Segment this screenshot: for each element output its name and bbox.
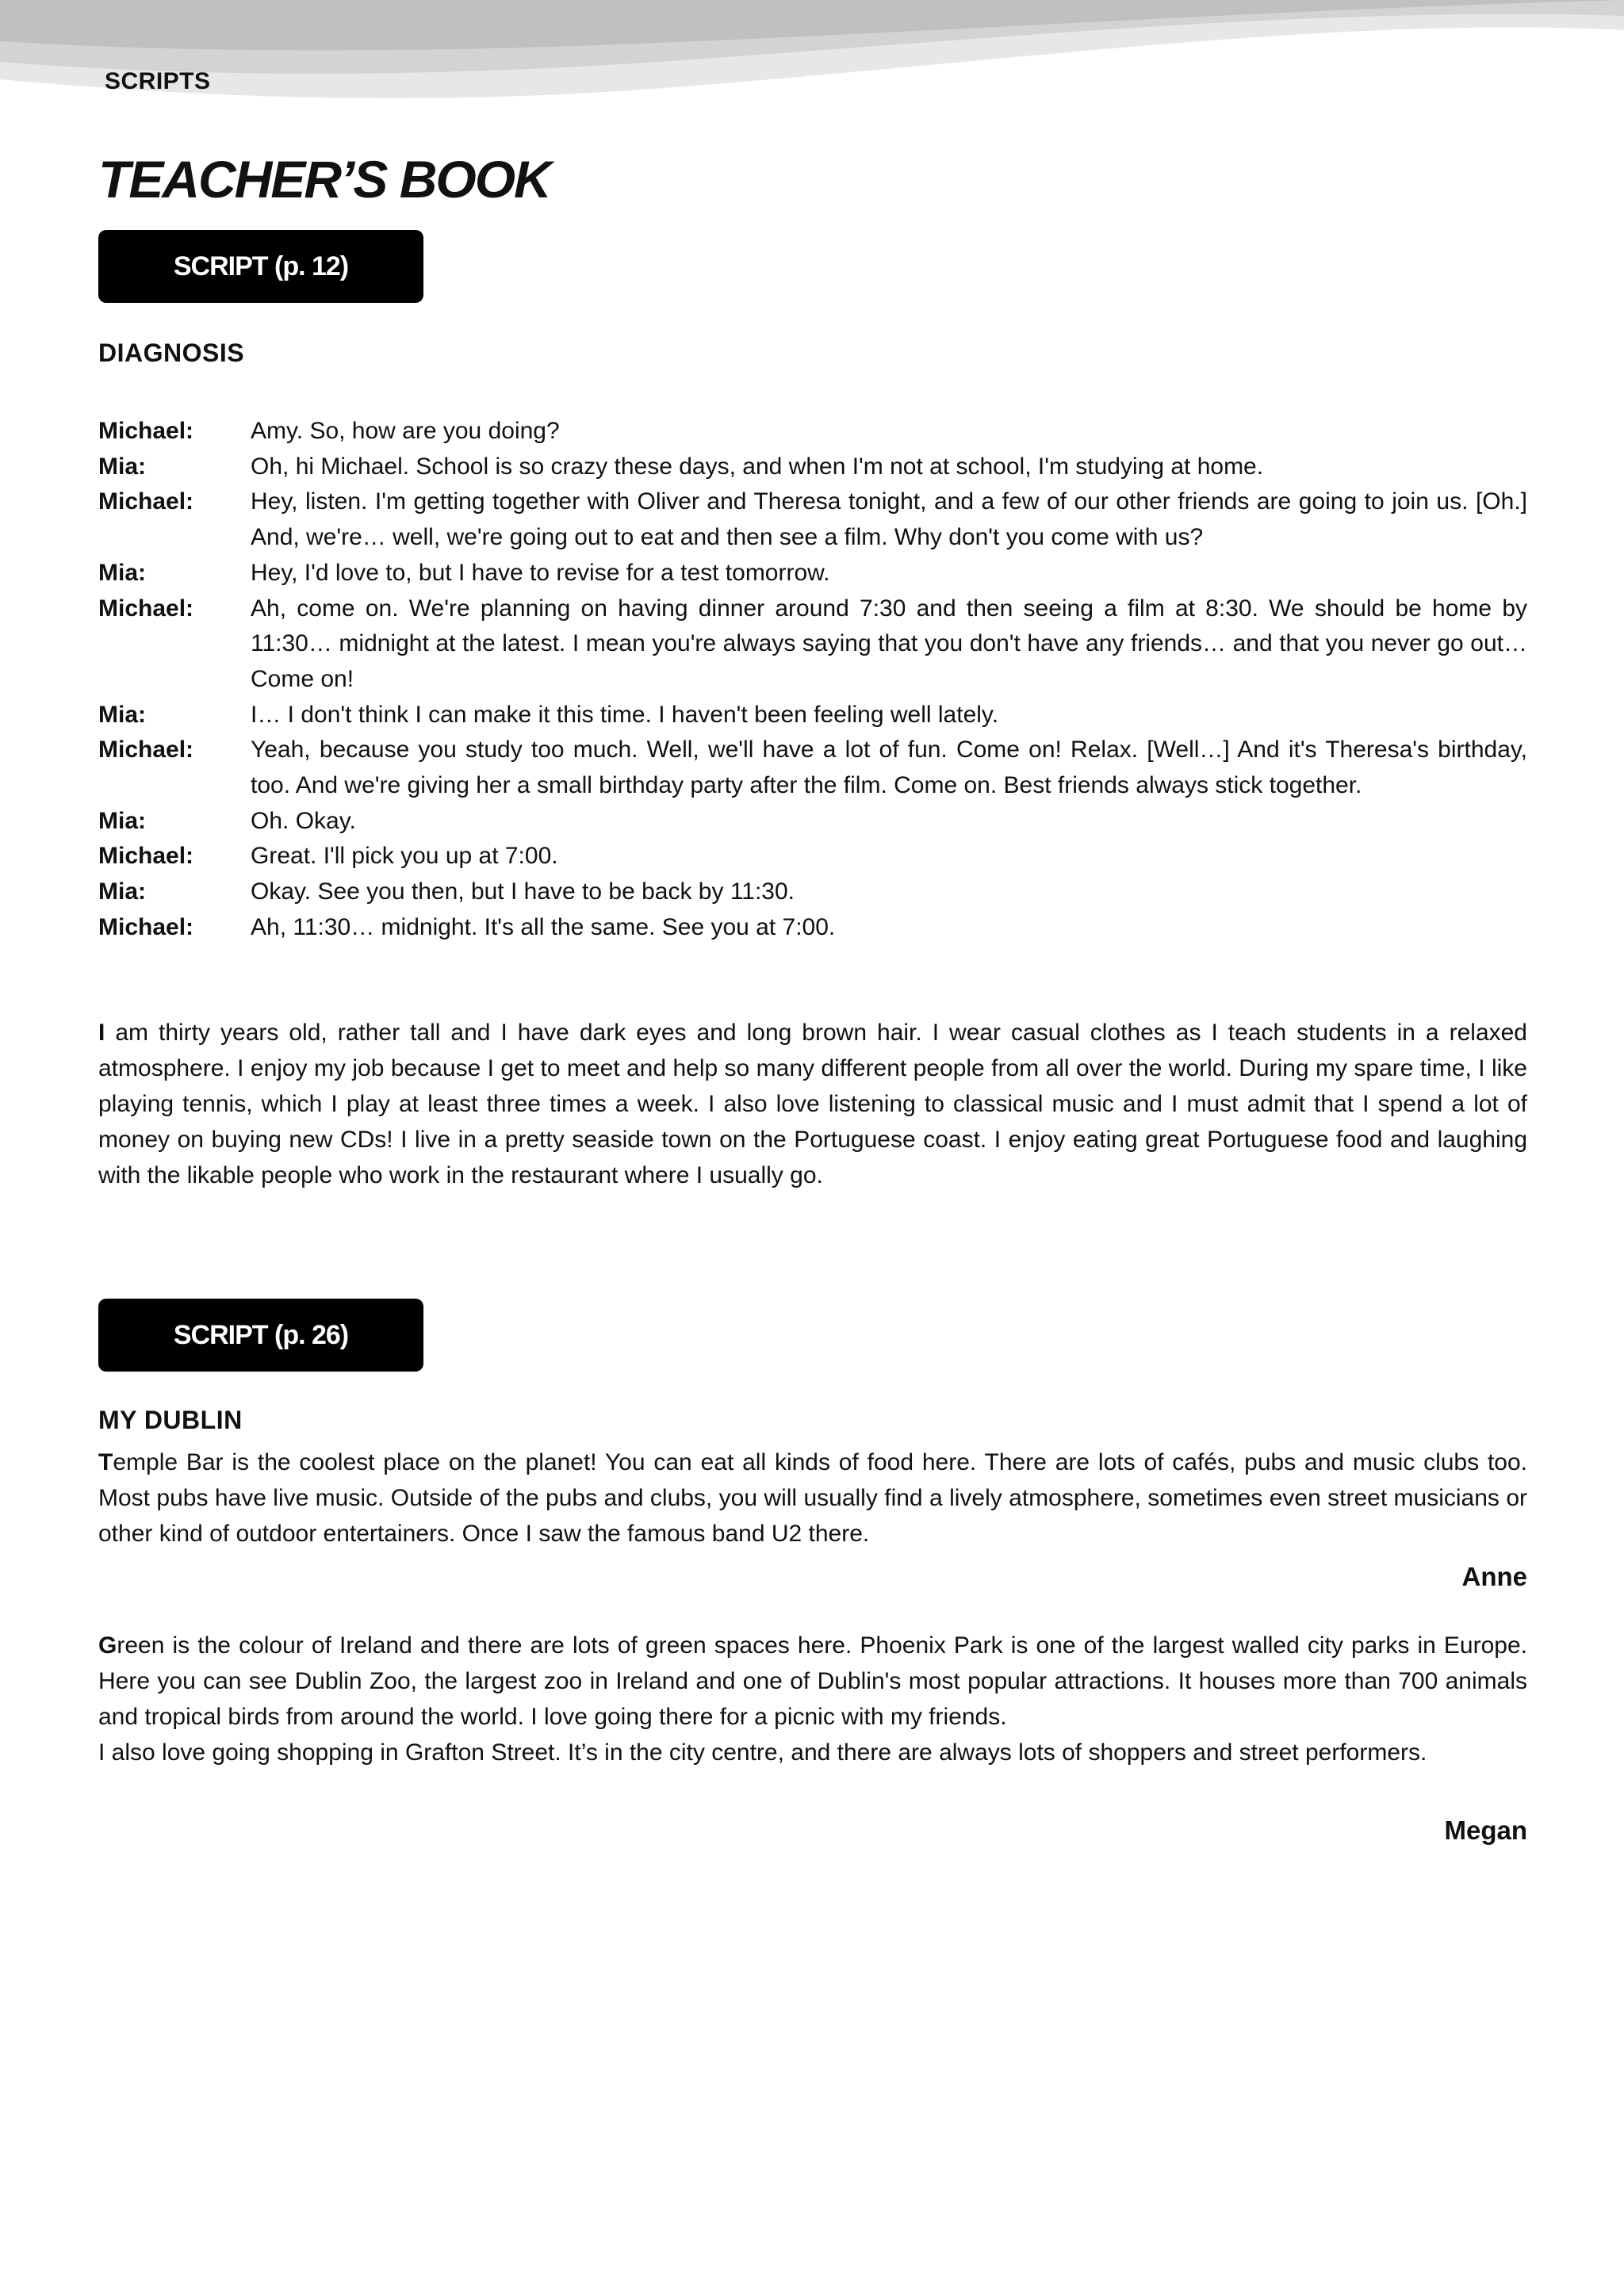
speaker-text: Okay. See you then, but I have to be back by 11:30. bbox=[251, 878, 795, 905]
book-title: TEACHER’S BOOK bbox=[98, 150, 550, 209]
speaker-text: Ah, come on. We're planning on having dinner around 7:30 and then seeing a film at 8:30. We should be home by 11:30… midnight at the latest. I mean you're always saying that you don't have any friends… and that you never go out… Come on! bbox=[251, 595, 1527, 692]
dialogue-line bbox=[98, 414, 1527, 450]
speaker-text: Great. I'll pick you up at 7:00. bbox=[251, 843, 558, 870]
signature-megan: Megan bbox=[1444, 1816, 1527, 1845]
speaker-name: Michael: bbox=[98, 843, 194, 870]
dialogue-line bbox=[98, 910, 1527, 946]
paragraph-initial: G bbox=[98, 1632, 117, 1659]
speaker-name: Michael: bbox=[98, 418, 194, 444]
section-title-diagnosis: DIAGNOSIS bbox=[98, 339, 245, 367]
running-head: SCRIPTS bbox=[105, 68, 211, 94]
script-tag-p12: SCRIPT (p. 12) bbox=[98, 230, 423, 303]
megan-paragraph bbox=[98, 1628, 1527, 1735]
speaker-name: Michael: bbox=[98, 737, 194, 763]
dialogue-line bbox=[98, 484, 1527, 555]
speaker-text: Amy. So, how are you doing? bbox=[251, 418, 560, 444]
dialogue-line bbox=[98, 874, 1527, 910]
speaker-name: Michael: bbox=[98, 595, 194, 622]
header-wave-decoration bbox=[0, 0, 1624, 119]
paragraph-text: am thirty years old, rather tall and I have dark eyes and long brown hair. I wear casual clothes as I teach students in a relaxed atmosphere. I enjoy my job because I get to meet and help so many different people from all over the world. During my spare time, I like playing tennis, which I play at least three times a week. I also love listening to classical music and I must admit that I spend a lot of money on buying new CDs! I live in a pretty seaside town on the Portuguese coast. I enjoy eating great Portuguese food and laughing with the likable people who work in the restaurant where I usually go. bbox=[98, 1020, 1527, 1188]
speaker-name: Michael: bbox=[98, 488, 194, 515]
speaker-text: Hey, I'd love to, but I have to revise for a test tomorrow. bbox=[251, 559, 830, 586]
dialogue-line bbox=[98, 450, 1527, 485]
speaker-text: Yeah, because you study too much. Well, we'll have a lot of fun. Come on! Relax. [Well…] And it's Theresa's birthday, too. And we're giving her a small birthday party after the film. Come on. Best friends always stick together. bbox=[251, 737, 1527, 799]
dialogue-line bbox=[98, 804, 1527, 840]
diagnosis-dialogue bbox=[98, 414, 1527, 946]
speaker-text: Hey, listen. I'm getting together with Oliver and Theresa tonight, and a few of our other friends are going to join us. [Oh.] And, we're… well, we're going out to eat and then see a film. Why don't you come with us? bbox=[251, 488, 1527, 551]
script-tag-p26: SCRIPT (p. 26) bbox=[98, 1299, 423, 1372]
paragraph-initial: T bbox=[98, 1449, 113, 1475]
speaker-name: Mia: bbox=[98, 453, 146, 480]
dialogue-line bbox=[98, 698, 1527, 733]
anne-paragraph bbox=[98, 1445, 1527, 1552]
paragraph-initial: I bbox=[98, 1020, 105, 1046]
dialogue-line bbox=[98, 733, 1527, 803]
megan-paragraph-2: I also love going shopping in Grafton Street. It’s in the city centre, and there are always lots of shoppers and street performers. bbox=[98, 1739, 1427, 1766]
speaker-name: Mia: bbox=[98, 807, 146, 834]
paragraph-text: emple Bar is the coolest place on the planet! You can eat all kinds of food here. There are lots of cafés, pubs and music clubs too. Most pubs have live music. Outside of the pubs and clubs, you will usually find a lively atmosphere, sometimes even street musicians or other kind of outdoor entertainers. Once I saw the famous band U2 there. bbox=[98, 1449, 1527, 1547]
speaker-name: Mia: bbox=[98, 559, 146, 586]
teacher-description-paragraph bbox=[98, 1015, 1527, 1193]
dialogue-line bbox=[98, 591, 1527, 698]
signature-anne: Anne bbox=[1461, 1562, 1527, 1591]
speaker-text: Oh. Okay. bbox=[251, 807, 356, 834]
dialogue-line bbox=[98, 556, 1527, 591]
speaker-text: I… I don't think I can make it this time. I haven't been feeling well lately. bbox=[251, 701, 999, 728]
dialogue-line bbox=[98, 839, 1527, 874]
speaker-text: Oh, hi Michael. School is so crazy these days, and when I'm not at school, I'm studying at home. bbox=[251, 453, 1264, 480]
paragraph-text: reen is the colour of Ireland and there are lots of green spaces here. Phoenix Park is one of the largest walled city parks in Europe. Here you can see Dublin Zoo, the largest zoo in Ireland and one of Dublin's most popular attractions. It houses more than 700 animals and tropical birds from around the world. I love going there for a picnic with my friends. bbox=[98, 1632, 1527, 1730]
speaker-name: Michael: bbox=[98, 913, 194, 940]
speaker-text: Ah, 11:30… midnight. It's all the same. See you at 7:00. bbox=[251, 913, 836, 940]
section-title-my-dublin: MY DUBLIN bbox=[98, 1406, 243, 1434]
speaker-name: Mia: bbox=[98, 878, 146, 905]
speaker-name: Mia: bbox=[98, 701, 146, 728]
